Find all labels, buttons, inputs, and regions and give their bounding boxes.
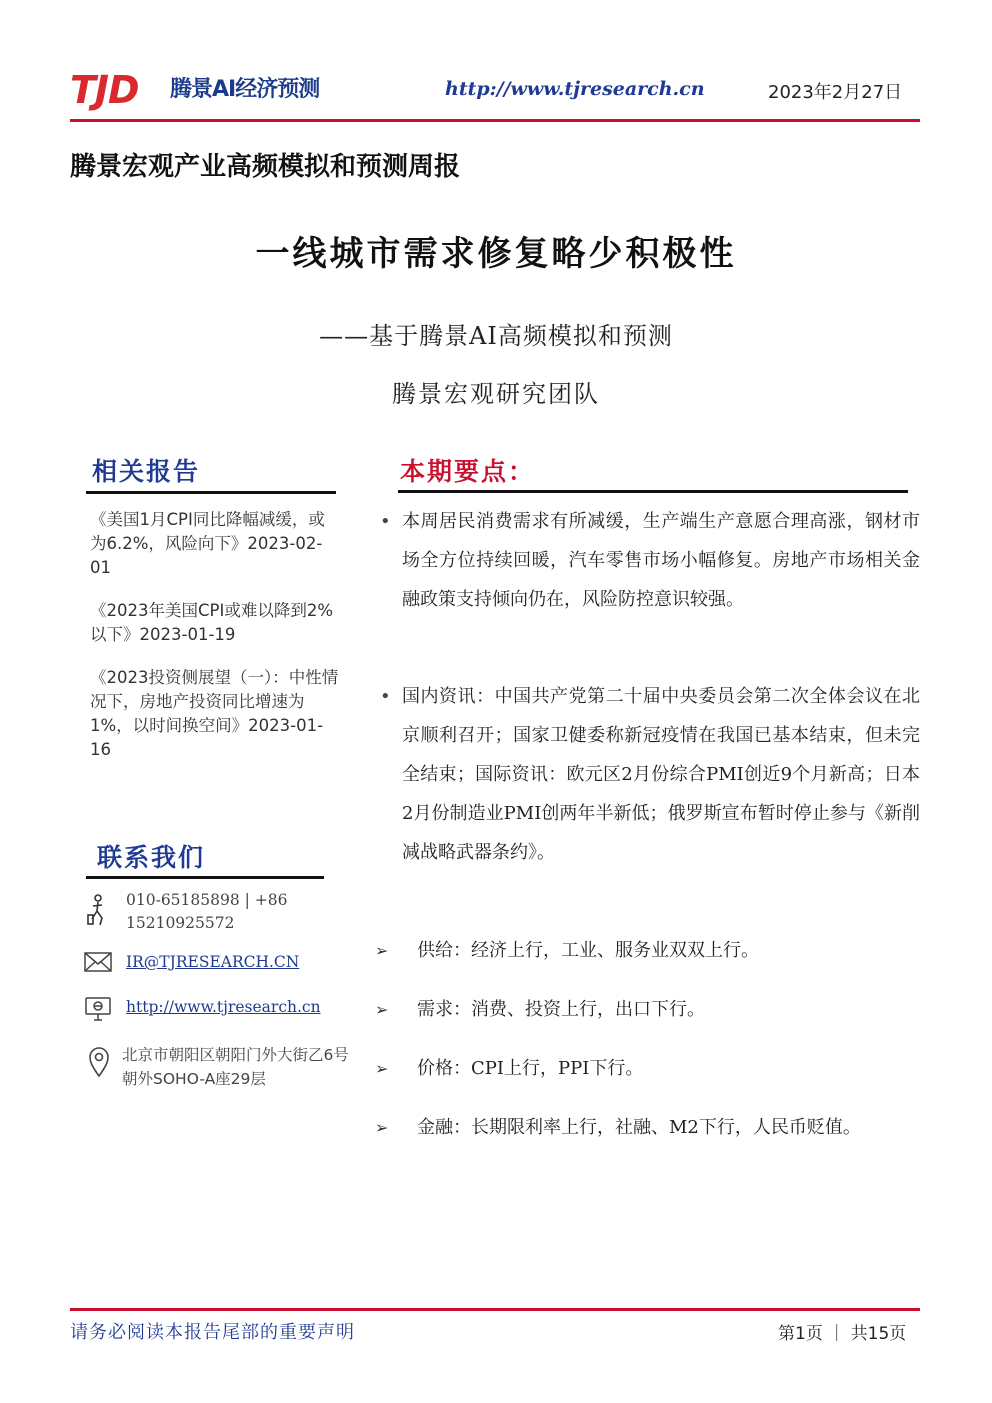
summary-text: 需求：消费、投资上行，出口下行。: [417, 999, 705, 1020]
header-url-link[interactable]: http://www.tjresearch.cn: [445, 78, 705, 100]
contact-email-link[interactable]: IR@TJRESEARCH.CN: [126, 953, 300, 971]
logo-mark: TJD: [70, 68, 139, 112]
website-icon: [84, 996, 112, 1024]
bullet-dot-icon: •: [380, 511, 391, 532]
phone-icon: [84, 893, 112, 921]
email-icon: [84, 951, 112, 979]
contact-address: 北京市朝阳区朝阳门外大街乙6号朝外SOHO-A座29层: [122, 1046, 349, 1088]
report-title: 一线城市需求修复略少积极性: [255, 234, 737, 274]
summary-text: 供给：经济上行，工业、服务业双双上行。: [417, 940, 759, 961]
footer-disclaimer: 请务必阅读本报告尾部的重要声明: [70, 1322, 355, 1343]
report-subtitle: ——基于腾景AI高频模拟和预测: [319, 322, 673, 350]
author-team: 腾景宏观研究团队: [392, 380, 600, 408]
header-divider: [70, 119, 920, 122]
key-point-bullet: [380, 677, 920, 872]
related-reports-heading: 相关报告: [92, 457, 201, 486]
summary-text: 价格：CPI上行，PPI下行。: [417, 1058, 644, 1079]
related-report-item[interactable]: 《美国1月CPI同比降幅减缓，或为6.2%，风险向下》2023-02-01: [90, 510, 325, 577]
series-title: 腾景宏观产业高频模拟和预测周报: [70, 152, 461, 182]
location-pin-icon: [88, 1046, 116, 1074]
key-points-heading: 本期要点：: [400, 457, 536, 486]
summary-item-supply: [375, 931, 920, 970]
arrow-bullet-icon: ➢: [375, 1059, 389, 1078]
arrow-bullet-icon: ➢: [375, 941, 389, 960]
summary-item-demand: [375, 990, 920, 1029]
key-point-text: 本周居民消费需求有所减缓，生产端生产意愿合理高涨，钢材市场全方位持续回暖，汽车零售市场小幅修复。房地产市场相关金融政策支持倾向仍在，风险防控意识较强。: [402, 511, 920, 610]
report-date: 2023年2月27日: [768, 82, 903, 103]
logo-text: 腾景AI经济预测: [170, 77, 320, 102]
contact-divider: [86, 876, 324, 879]
bullet-dot-icon: •: [380, 686, 391, 707]
key-point-bullet: [380, 502, 920, 619]
summary-item-price: [375, 1049, 920, 1088]
summary-text: 金融：长期限利率上行，社融、M2下行，人民币贬值。: [417, 1117, 861, 1138]
key-point-text: 国内资讯：中国共产党第二十届中央委员会第二次全体会议在北京顺利召开；国家卫健委称新冠疫情在我国已基本结束，但未完全结束；国际资讯：欧元区2月份综合PMI创近9个月新高；日本2月份制造业PMI创两年半新低；俄罗斯宣布暂时停止参与《新削减战略武器条约》。: [402, 686, 920, 863]
contact-phone: 010-65185898 | +86 15210925572: [126, 891, 288, 932]
contact-heading: 联系我们: [97, 843, 206, 872]
arrow-bullet-icon: ➢: [375, 1000, 389, 1019]
footer-divider: [70, 1308, 920, 1311]
arrow-bullet-icon: ➢: [375, 1118, 389, 1137]
related-report-item[interactable]: 《2023投资侧展望（一）：中性情况下，房地产投资同比增速为1%，以时间换空间》2023-01-16: [90, 668, 339, 759]
key-points-divider: [398, 490, 908, 493]
summary-item-finance: [375, 1108, 920, 1147]
contact-website-link[interactable]: http://www.tjresearch.cn: [126, 998, 321, 1016]
company-logo: [70, 70, 390, 110]
related-reports-divider: [86, 491, 336, 494]
related-report-item[interactable]: 《2023年美国CPI或难以降到2%以下》2023-01-19: [90, 601, 334, 644]
page-number: 第1页 ｜ 共15页: [778, 1324, 907, 1344]
